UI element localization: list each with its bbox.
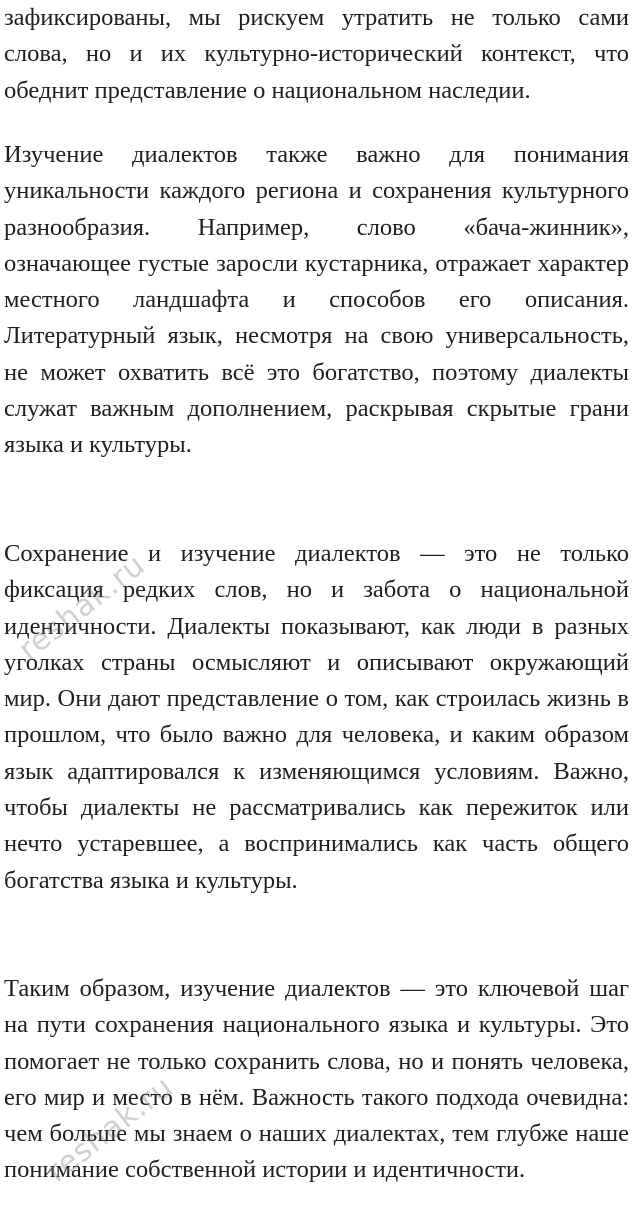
watermark: reshak.ru <box>12 547 153 668</box>
paragraph-3: Сохранение и изучение диалектов — это не только фиксация редких слов, но и забота о национальной идентичности. Диалекты показывают, как люди в разных уголках страны осмысляют и описывают окружающий мир. Они дают представление о том, как строилась жизнь в прошлом, что было важно для человека, и каким образом язык адаптировался к изменяющимся условиям. Важно, чтобы диалекты не рассматривались как пережиток или нечто устаревшее, а воспринимались как часть общего богатства языка и культуры. <box>4 540 629 894</box>
paragraph-4: Таким образом, изучение диалектов — это ключевой шаг на пути сохранения национального языка и культуры. Это помогает не только сохранить слова, но и понять человека, его мир и место в нём. Важность такого подхода очевидна: чем больше мы знаем о наших диалектах, тем глубже наше понимание собственной истории и идентичности. <box>4 975 629 1184</box>
paragraph-2: Изучение диалектов также важно для понимания уникальности каждого региона и сохранения культурного разнообразия. Например, слово «бача-жинник», означающее густые заросли кустарника, отражает характер местного ландшафта и способов его описания. Литературный язык, несмотря на свою универсальность, не может охватить всё это богатство, поэтому диалекты служат важным дополнением, раскрывая скрытые грани языка и культуры. <box>4 141 629 459</box>
paragraph-1: зафиксированы, мы рискуем утратить не только сами слова, но и их культурно-исторический контекст, что обеднит представление о национальном наследии. <box>4 4 629 104</box>
watermark: reshak.ru <box>40 1069 181 1190</box>
